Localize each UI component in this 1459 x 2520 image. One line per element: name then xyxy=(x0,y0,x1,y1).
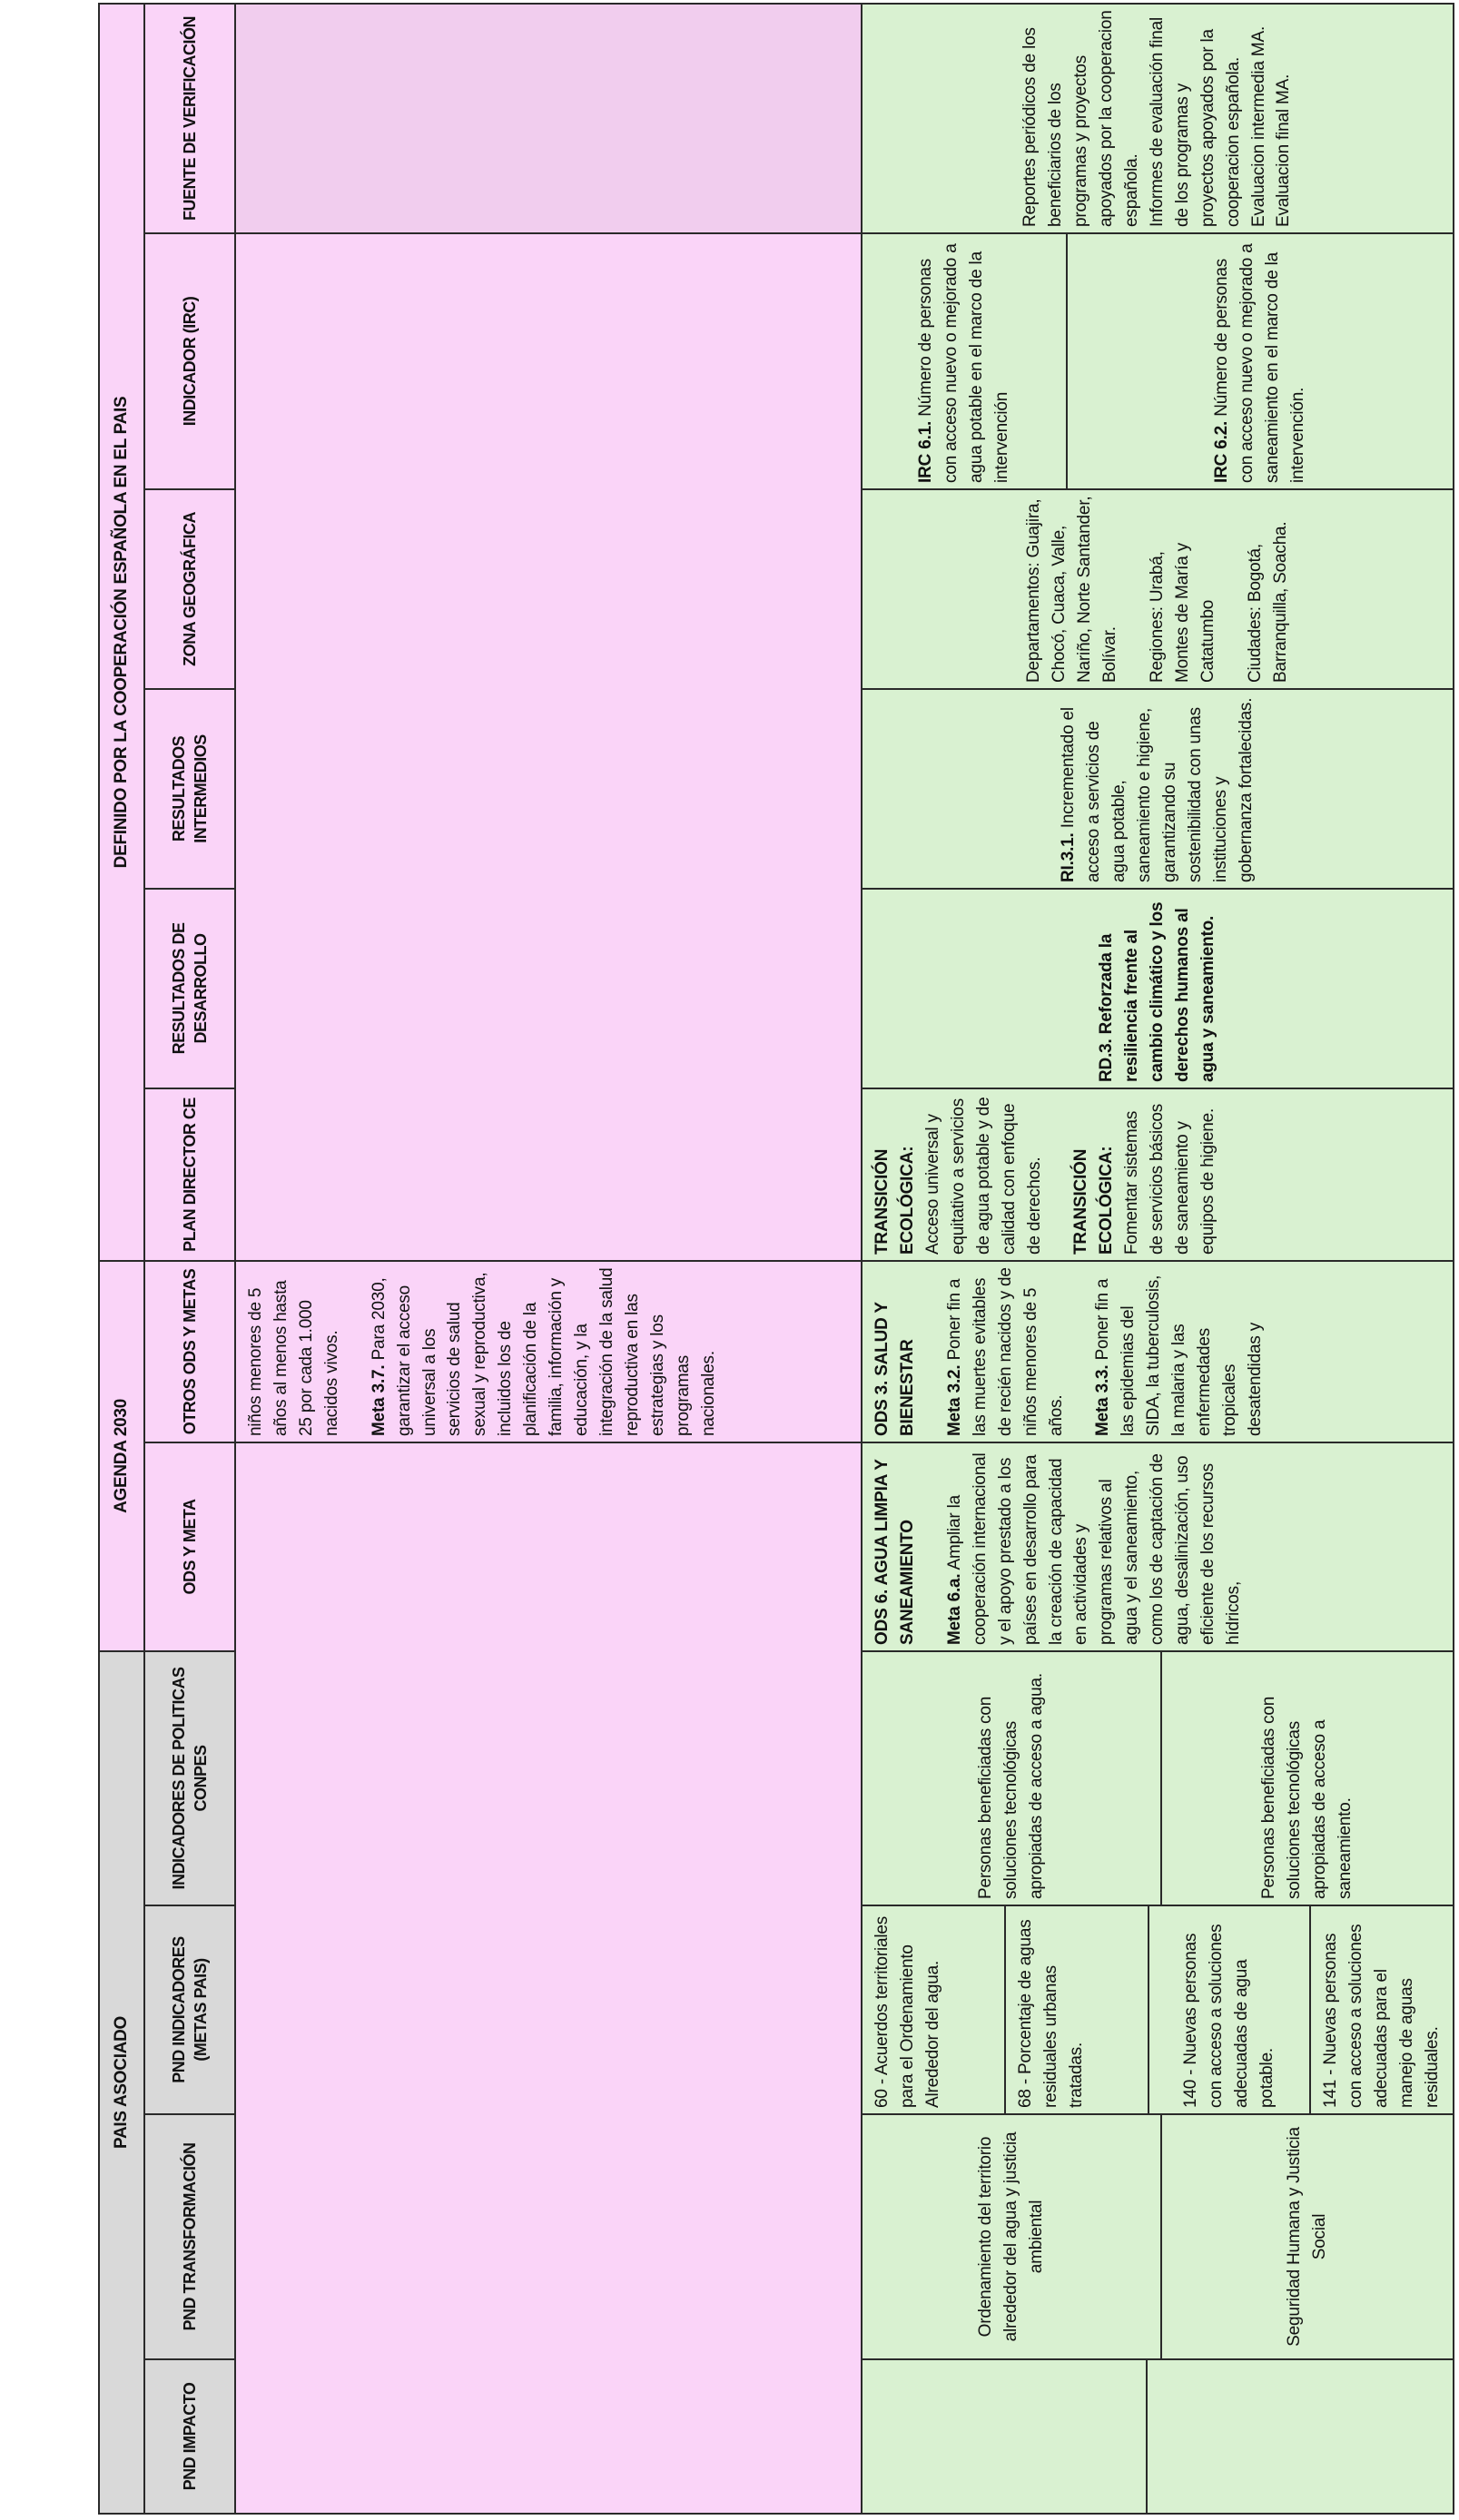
conpes-indicador-saneamiento: Personas beneficiadas con soluciones tecnológicas apropiadas de acceso a saneamiento. xyxy=(1161,1652,1453,1905)
fuente-eval-final: Evaluacion final MA. xyxy=(1274,74,1294,227)
meta-3-7-label: Meta 3.7. xyxy=(369,1364,389,1436)
meta-3-2 xyxy=(942,1267,1070,1436)
col-header-pnd-transformacion: PND TRANSFORMACIÓN xyxy=(144,2114,235,2359)
zona-ciudades: Ciudades: Bogotá, Barranquilla, Soacha. xyxy=(1245,521,1290,683)
col-header-pnd-indicadores: PND INDICADORES (METAS PAIS) xyxy=(144,1905,235,2114)
col-header-plan-director: PLAN DIRECTOR CE xyxy=(144,1088,235,1261)
pnd-indicador-60: 60 - Acuerdos territoriales para el Ordenamiento Alrededor del agua. xyxy=(872,1915,942,2108)
pnd-indicador-141: 141 - Nuevas personas con acceso a soluciones adecuadas para el manejo de aguas residuales. xyxy=(1310,1906,1453,2113)
pnd-transformacion-cell xyxy=(862,2114,1454,2359)
rd-3-text: RD.3. Reforzada la resiliencia frente al cambio climático y los derechos humanos al agua y saneamiento. xyxy=(1097,901,1217,1082)
conpes-indicador-agua: Personas beneficiadas con soluciones tecnológicas apropiadas de acceso a agua. xyxy=(976,1673,1046,1899)
plan-director-item-2: TRANSICIÓN ECOLÓGICA: Fomentar sistemas de servicios básicos de saneamiento y equipos de higiene. xyxy=(1071,1103,1218,1255)
pink-band-empty xyxy=(235,1442,862,2514)
ri-3-1-text: Incrementado el acceso a servicios de agua potable, saneamiento e higiene, garantizando su sostenibilidad con unas instituciones y gobernanza fortalecidas. xyxy=(1059,697,1256,882)
plan-director-label-2: TRANSICIÓN ECOLÓGICA: xyxy=(1071,1146,1117,1255)
results-framework-table xyxy=(98,3,1454,2515)
col-header-resultados-desarrollo: RESULTADOS DE DESARROLLO xyxy=(144,889,235,1088)
pnd-transformacion-2: Seguridad Humana y Justicia Social xyxy=(1161,2115,1453,2358)
zona-regiones: Regiones: Urabá, Montes de María y Catatumbo xyxy=(1147,543,1217,683)
col-header-indicador-irc: INDICADOR (IRC) xyxy=(144,233,235,489)
resultados-intermedios-cell xyxy=(862,689,1454,889)
resultados-desarrollo-cell xyxy=(862,889,1454,1088)
indicadores-conpes-cell xyxy=(862,1651,1454,1905)
col-header-resultados-intermedios: RESULTADOS INTERMEDIOS xyxy=(144,689,235,889)
col-header-fuente-verificacion: FUENTE DE VERIFICACIÓN xyxy=(144,4,235,233)
plan-director-cell xyxy=(862,1088,1454,1261)
meta-6-a-label: Meta 6.a. xyxy=(944,1573,964,1645)
pink-band-fuente-empty xyxy=(235,4,862,233)
ri-3-1-label: RI.3.1. xyxy=(1059,832,1079,882)
pnd-indicador-140: 140 - Nuevas personas con acceso a soluciones adecuadas de agua potable. xyxy=(1148,1906,1310,2113)
group-header-pais-asociado: PAIS ASOCIADO xyxy=(99,1651,144,2514)
otros-ods-cell xyxy=(862,1261,1454,1442)
col-header-pnd-impacto: PND IMPACTO xyxy=(144,2359,235,2514)
meta-6-a xyxy=(942,1449,1247,1645)
fuente-verificacion-cell xyxy=(862,4,1454,233)
indicador-irc-cell xyxy=(862,233,1454,489)
meta-3-7-text: Para 2030, garantizar el acceso universal a los servicios de salud sexual y reproductiva, incluidos los de planificación de la familia, información y educación, y la integración de la salud reproductiva en las estrategias y los programas nacionales. xyxy=(369,1267,718,1436)
meta-3-2-label: Meta 3.2. xyxy=(944,1364,964,1436)
meta-3-3-label: Meta 3.3. xyxy=(1093,1364,1113,1436)
plan-director-item-1: TRANSICIÓN ECOLÓGICA: Acceso universal y equitativo a servicios de agua potable y de calidad con enfoque de derechos. xyxy=(872,1097,1044,1255)
meta-6-a-text: Ampliar la cooperación internacional y el apoyo prestado a los países en desarrollo para la creación de capacidad en actividades y programas relativos al agua y el saneamiento, como los de captación de agua, desalinización, uso eficiente de los recursos hídricos, xyxy=(944,1452,1243,1645)
fuente-reportes: Reportes periódicos de los beneficiarios de los programas y proyectos apoyados por la cooperacion española. xyxy=(1020,10,1141,227)
col-header-indicadores-conpes: INDICADORES DE POLITICAS CONPES xyxy=(144,1651,235,1905)
meta-3-2-text: Poner fin a las muertes evitables de recién nacidos y de niños menores de 5 años. xyxy=(944,1267,1066,1436)
plan-director-label-1: TRANSICIÓN ECOLÓGICA: xyxy=(872,1146,917,1255)
pink-band-otros-ods-cell xyxy=(235,1261,862,1442)
pnd-impacto-cell xyxy=(862,2359,1454,2514)
ods-3-title: ODS 3. SALUD Y BIENESTAR xyxy=(872,1302,917,1436)
otros-ods-continuation: niños menores de 5 años al menos hasta 25 por cada 1.000 nacidos vivos. xyxy=(246,1280,341,1436)
pnd-indicadores-cell xyxy=(862,1905,1454,2114)
col-header-otros-ods: OTROS ODS Y METAS xyxy=(144,1261,235,1442)
col-header-zona-geografica: ZONA GEOGRÁFICA xyxy=(144,489,235,689)
ods-6-title: ODS 6. AGUA LIMPIA Y SANEAMIENTO xyxy=(872,1459,917,1645)
irc-6-2: IRC 6.2. Número de personas con acceso nuevo o mejorado a saneamiento en el marco de la intervención. xyxy=(1067,234,1453,488)
meta-3-3-text: Poner fin a las epidemias del SIDA, la tuberculosis, la malaria y las enfermedades tropicales desatendidas y xyxy=(1093,1275,1265,1436)
irc-6-1: IRC 6.1. Número de personas con acceso nuevo o mejorado a agua potable en el marco de la intervención xyxy=(916,243,1011,483)
group-header-cooperacion: DEFINIDO POR LA COOPERACIÓN ESPAÑOLA EN EL PAIS xyxy=(99,4,144,1261)
fuente-eval-intermedia: Evaluacion intermedia MA. xyxy=(1248,25,1268,227)
fuente-informes: Informes de evaluación final de los programas y proyectos apoyados por la cooperacion española. xyxy=(1147,16,1243,227)
zona-departamentos: Departamentos: Guajira, Chocó, Cuaca, Valle, Nariño, Norte Santander, Bolívar. xyxy=(1024,496,1119,683)
meta-3-3 xyxy=(1090,1267,1267,1436)
pink-band-empty-2 xyxy=(235,233,862,1261)
group-header-agenda-2030: AGENDA 2030 xyxy=(99,1261,144,1651)
ods-meta-cell xyxy=(862,1442,1454,1651)
zona-geografica-cell xyxy=(862,489,1454,689)
pnd-transformacion-1: Ordenamiento del territorio alrededor del agua y justicia ambiental xyxy=(976,2131,1046,2342)
rotated-page xyxy=(98,5,1442,2515)
pnd-indicador-68: 68 - Porcentaje de aguas residuales urbanas tratadas. xyxy=(1005,1906,1148,2113)
col-header-ods-meta: ODS Y META xyxy=(144,1442,235,1651)
meta-3-7 xyxy=(367,1267,722,1436)
